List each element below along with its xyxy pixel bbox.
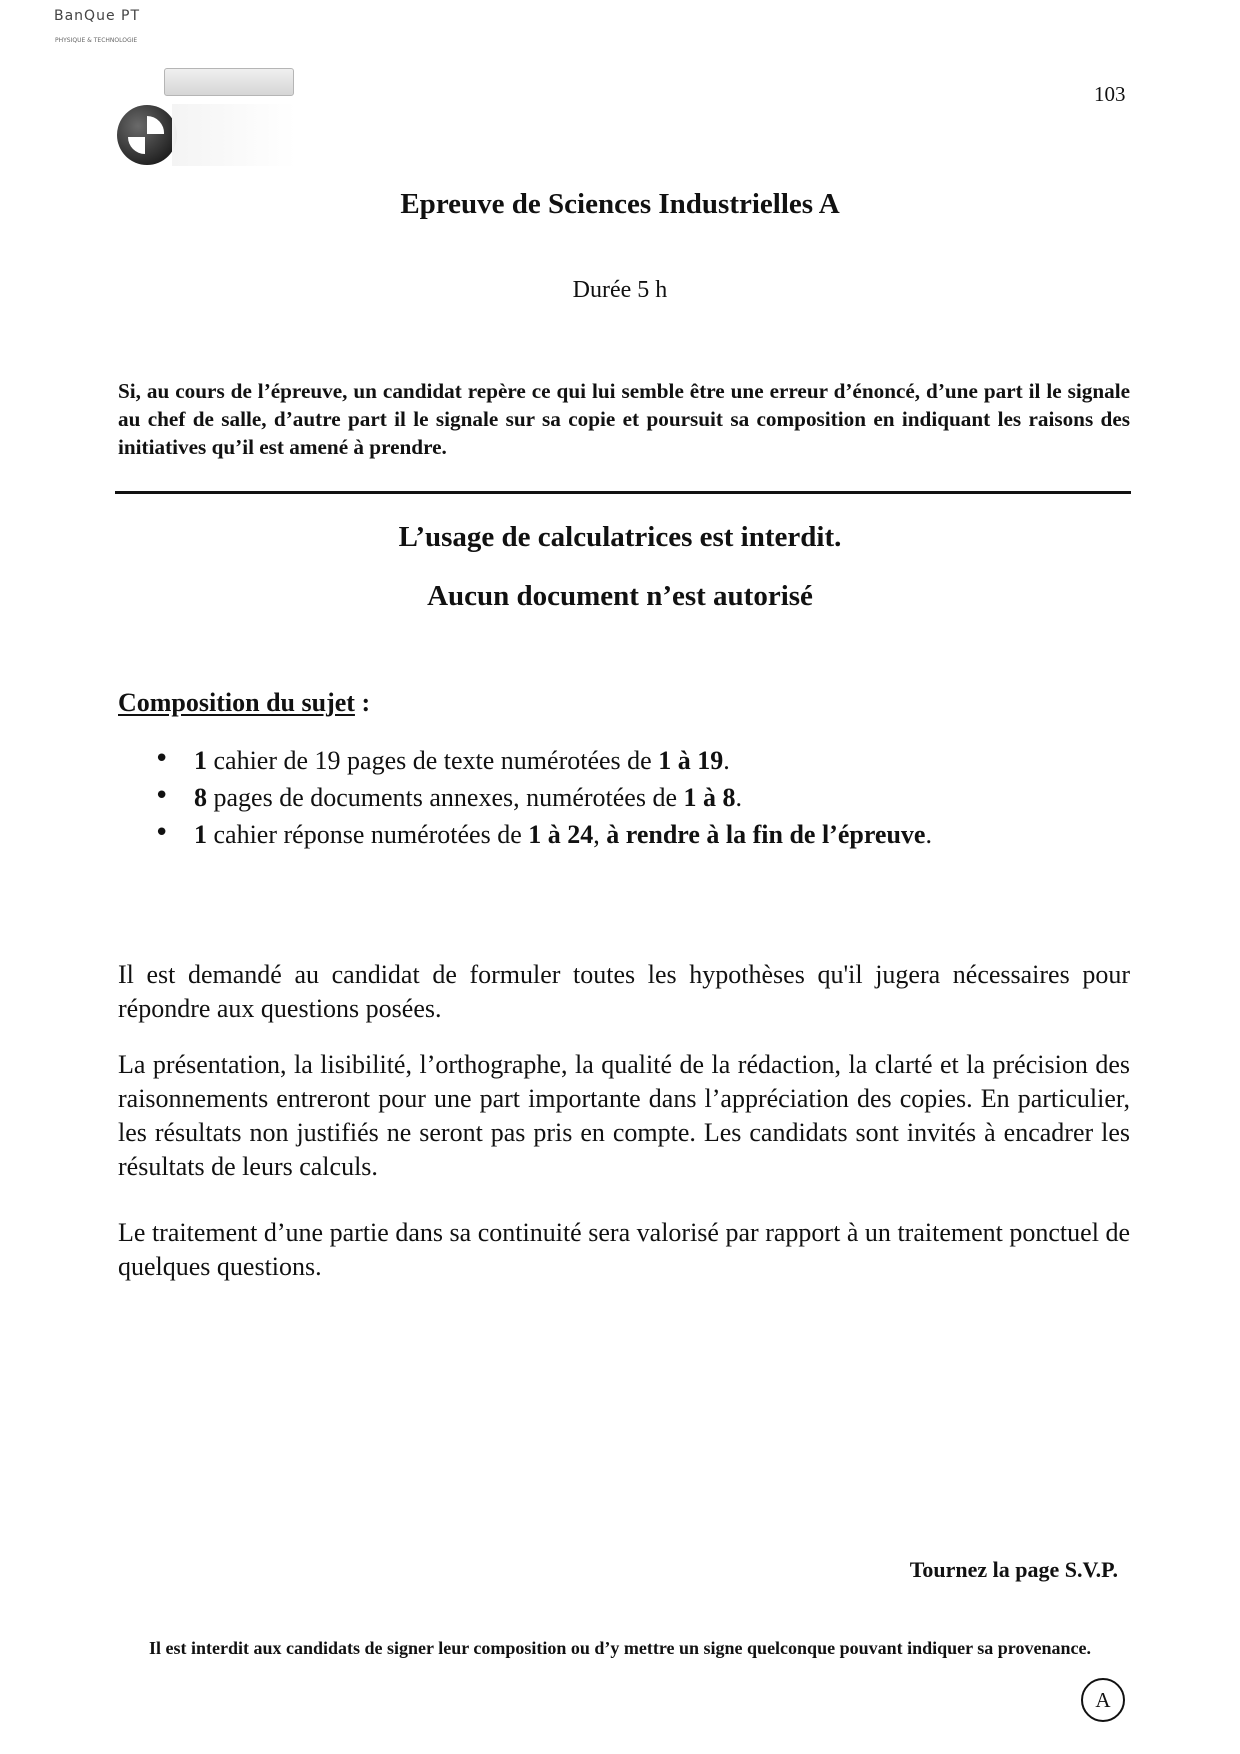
- item-sep: ,: [593, 820, 607, 849]
- item-end: .: [723, 746, 730, 775]
- logo-badge: [164, 68, 294, 96]
- document-warning: Aucun document n’est autorisé: [427, 580, 813, 612]
- calculator-warning: L’usage de calculatrices est interdit.: [398, 521, 842, 553]
- item-range: 1 à 19: [658, 746, 724, 775]
- composition-heading: [118, 688, 370, 718]
- logo-disc-icon: [116, 104, 178, 166]
- logo-subtitle: PHYSIQUE & TECHNOLOGIE: [55, 37, 138, 44]
- subject-letter-badge: [1081, 1678, 1125, 1722]
- exam-title: Epreuve de Sciences Industrielles A: [400, 188, 840, 220]
- footer-notice: Il est interdit aux candidats de signer leur composition ou d’y mettre un signe quelconque pouvant indiquer sa provenance.: [149, 1638, 1091, 1658]
- item-count: 8: [194, 783, 207, 812]
- composition-heading-suffix: :: [354, 688, 371, 717]
- item-count: 1: [194, 746, 207, 775]
- composition-heading-text: Composition du sujet: [118, 688, 355, 717]
- item-text: cahier de 19 pages de texte numérotées de: [207, 746, 659, 775]
- item-emphasis: à rendre à la fin de l’épreuve: [606, 820, 926, 849]
- item-count: 1: [194, 820, 207, 849]
- item-text: cahier réponse numérotées de: [207, 820, 529, 849]
- error-notice: Si, au cours de l’épreuve, un candidat repère ce qui lui semble être une erreur d’énoncé, d’une part il le signale au chef de salle, d’autre part il le signale sur sa copie et poursuit sa composition en indiquant les raisons des initiatives qu’il est amené à prendre.: [118, 379, 1130, 459]
- item-text: pages de documents annexes, numérotées de: [207, 783, 684, 812]
- item-end: .: [925, 820, 932, 849]
- instruction-paragraph: La présentation, la lisibilité, l’orthographe, la qualité de la rédaction, la clarté et la précision des raisonnements entreront pour une part importante dans l’appréciation des copies. En particulier, les résultats non justifiés ne seront pas pris en compte. Les candidats sont invités à encadrer les résultats de leurs calculs.: [118, 1050, 1130, 1181]
- page-number: 103: [1094, 82, 1126, 106]
- banque-pt-logo: [116, 62, 296, 170]
- item-end: .: [735, 783, 743, 812]
- logo-wordmark: BanQue PT: [54, 8, 141, 24]
- logo-fade: [172, 104, 296, 166]
- exam-duration: Durée 5 h: [572, 277, 668, 303]
- item-range: 1 à 24: [528, 820, 594, 849]
- instruction-paragraph: Il est demandé au candidat de formuler toutes les hypothèses qu'il jugera nécessaires pour répondre aux questions posées.: [118, 960, 1130, 1023]
- turn-page-note: Tournez la page S.V.P.: [909, 1557, 1118, 1582]
- subject-letter: A: [1095, 1687, 1111, 1712]
- list-item: [150, 816, 1130, 853]
- divider: [115, 491, 1131, 494]
- composition-list: [150, 742, 1130, 853]
- list-item: [150, 779, 1130, 816]
- item-range: 1 à 8: [683, 783, 736, 812]
- instruction-paragraph: Le traitement d’une partie dans sa continuité sera valorisé par rapport à un traitement ponctuel de quelques questions.: [118, 1218, 1130, 1281]
- list-item: [150, 742, 1130, 779]
